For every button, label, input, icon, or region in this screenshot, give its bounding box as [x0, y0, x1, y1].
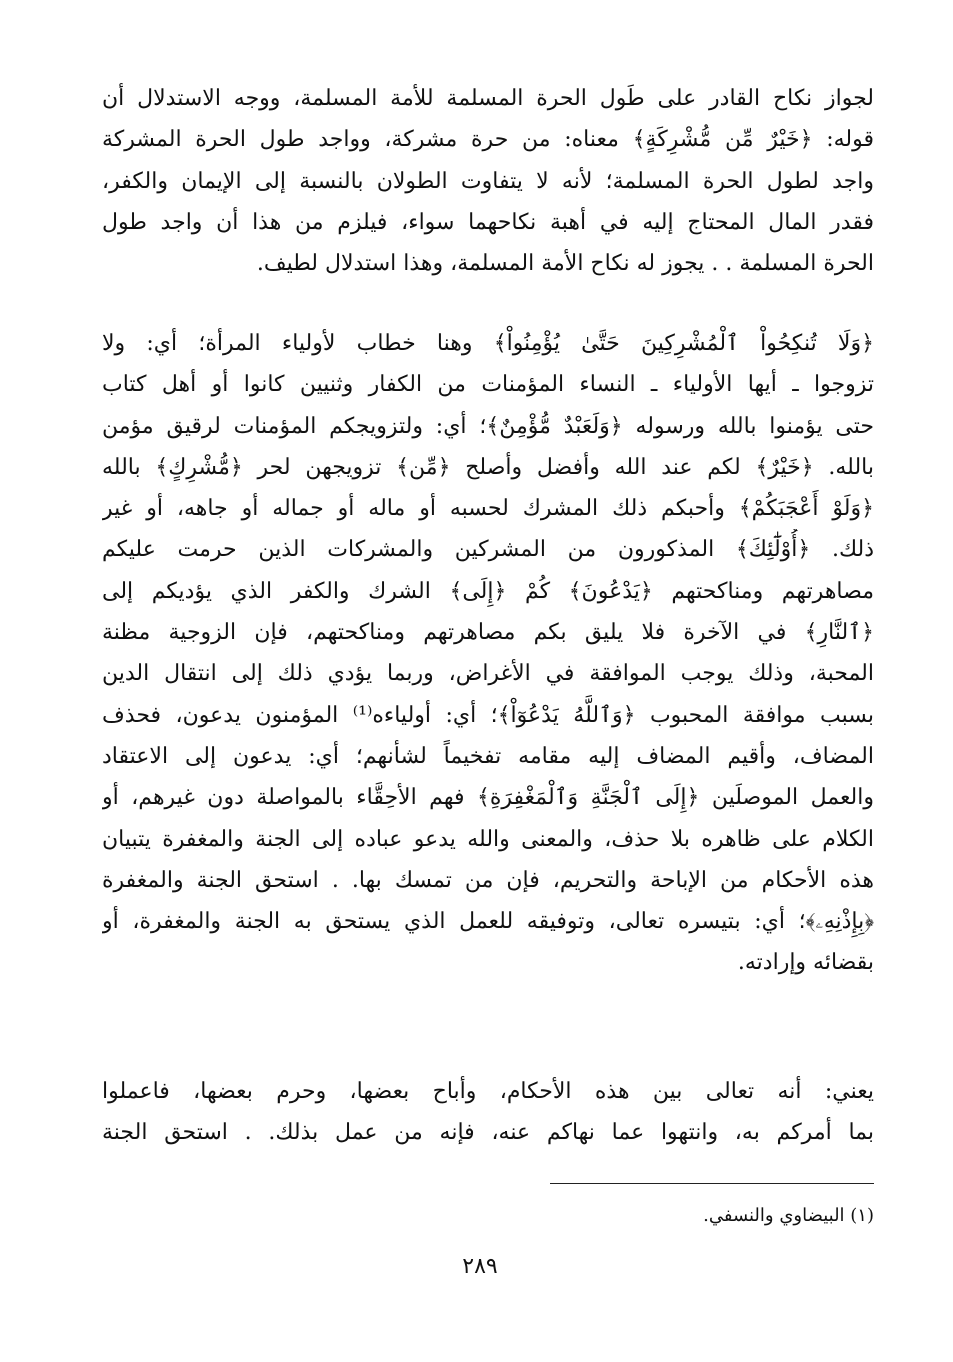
- paragraph-3: [102, 1071, 874, 1154]
- text-line: ﴿ٱلنَّارِ﴾ في الآخرة فلا يليق بكم مصاهرتهم ومناكحتهم، فإن الزوجية مظنة: [102, 620, 874, 646]
- text-line: مصاهرتهم ومناكحتهم ﴿يَدْعُونَ﴾ كُمْ ﴿إِلَى﴾ الشرك والكفر الذي يؤديكم إلى: [102, 578, 874, 604]
- text-line: بقضائه وإرادته.: [737, 950, 874, 976]
- text-line: بسبب موافقة المحبوب ﴿وَٱللَّهُ يَدْعُوٓاْ﴾؛ أي: أولياءه⁽¹⁾ المؤمنون يدعون، فحذف: [102, 702, 874, 728]
- text-line: ﴿وَلَوْ أَعْجَبَكُمْ﴾ وأحبكم ذلك المشرك لحسبه أو ماله أو جماله أو جاهه، أو غير: [102, 496, 874, 522]
- text-line: تزوجوا ـ أيها الأولياء ـ النساء المؤمنات من الكفار وثنيين كانوا أو أهل كتاب: [102, 372, 874, 398]
- text-line: ذلك. ﴿أُوْلَٰٓئِكَ﴾ المذكورون من المشركين والمشركات الذين حرمت عليكم: [102, 537, 874, 563]
- text-line: المحبة، وذلك يوجب الموافقة في الأغراض، وربما يؤدي ذلك إلى انتقال الدين: [102, 661, 874, 687]
- footnote: (١) البيضاوي والنسفي.: [703, 1205, 874, 1226]
- text-line: ﴿وَلَا تُنكِحُواْ ٱلْمُشْرِكِينَ حَتَّىٰ يُؤْمِنُواْ﴾ وهنا خطاب لأولياء المرأة؛ أي: ولا: [102, 331, 874, 356]
- text-line: المضاف، وأقيم المضاف إليه مقامه تفخيماً لشأنهم؛ أي: يدعون إلى الاعتقاد: [102, 743, 874, 769]
- text-line: ﴿بِإِذْنِهِۦ﴾؛ أي: بتيسره تعالى، وتوفيقه للعمل الذي يستحق به الجنة والمغفرة، أو: [102, 909, 874, 935]
- footnote-divider: [550, 1183, 874, 1184]
- text-line: واجد لطول الحرة المسلمة؛ لأنه لا يتفاوت الطولان بالنسبة إلى الإيمان والكفر،: [102, 168, 874, 194]
- text-line: والعمل الموصلَين ﴿إِلَى ٱلْجَنَّةِ وَٱلْمَغْفِرَةِ﴾ فهم الأحِقَّاء بالمواصلة دون غيرهم، أو: [102, 785, 874, 811]
- text-line: لجواز نكاح القادر على طَول الحرة المسلمة للأمة المسلمة، ووجه الاستدلال أن: [102, 86, 874, 111]
- text-line: فقدر المال المحتاج إليه في أهبة نكاحهما سواء، فيلزم من هذا أن واجد طول: [102, 209, 874, 235]
- page-number: ٢٨٩: [462, 1254, 498, 1279]
- text-line: الحرة المسلمة . . يجوز له نكاح الأمة المسلمة، وهذا استدلال لطيف.: [256, 251, 874, 277]
- text-line: يعني: أنه تعالى بين هذه الأحكام، وأباح بعضها، وحرم بعضها، فاعملوا: [102, 1079, 874, 1104]
- paragraph-1: [102, 78, 874, 284]
- text-line: قوله: ﴿خَيْرٌ مِّن مُّشْرِكَةٍ﴾ معناه: من حرة مشركة، وواجد طول الحرة المشركة: [102, 127, 874, 153]
- paragraph-2: [102, 323, 874, 984]
- text-line: حتى يؤمنوا بالله ورسوله ﴿وَلَعَبْدٌ مُّؤْمِنٌ﴾؛ أي: ولتزويجكم المؤمنات لرقيق مؤمن: [102, 413, 874, 439]
- text-line: الكلام على ظاهره بلا حذف، والمعنى والله يدعو عباده إلى الجنة والمغفرة يتبيان: [102, 826, 874, 852]
- text-line: بالله. ﴿خَيْرٌ﴾ لكم عند الله وأفضل وأصلح ﴿مِّن﴾ تزويجهن لحر ﴿مُّشْرِكٍ﴾ بالله: [102, 454, 874, 480]
- text-line: بما أمركم به، وانتهوا عما نهاكم عنه، فإنه من عمل بذلك. . استحق الجنة: [102, 1120, 874, 1146]
- text-line: هذه الأحكام من الإباحة والتحريم، فإن من تمسك بها. . استحق الجنة والمغفرة: [102, 867, 874, 893]
